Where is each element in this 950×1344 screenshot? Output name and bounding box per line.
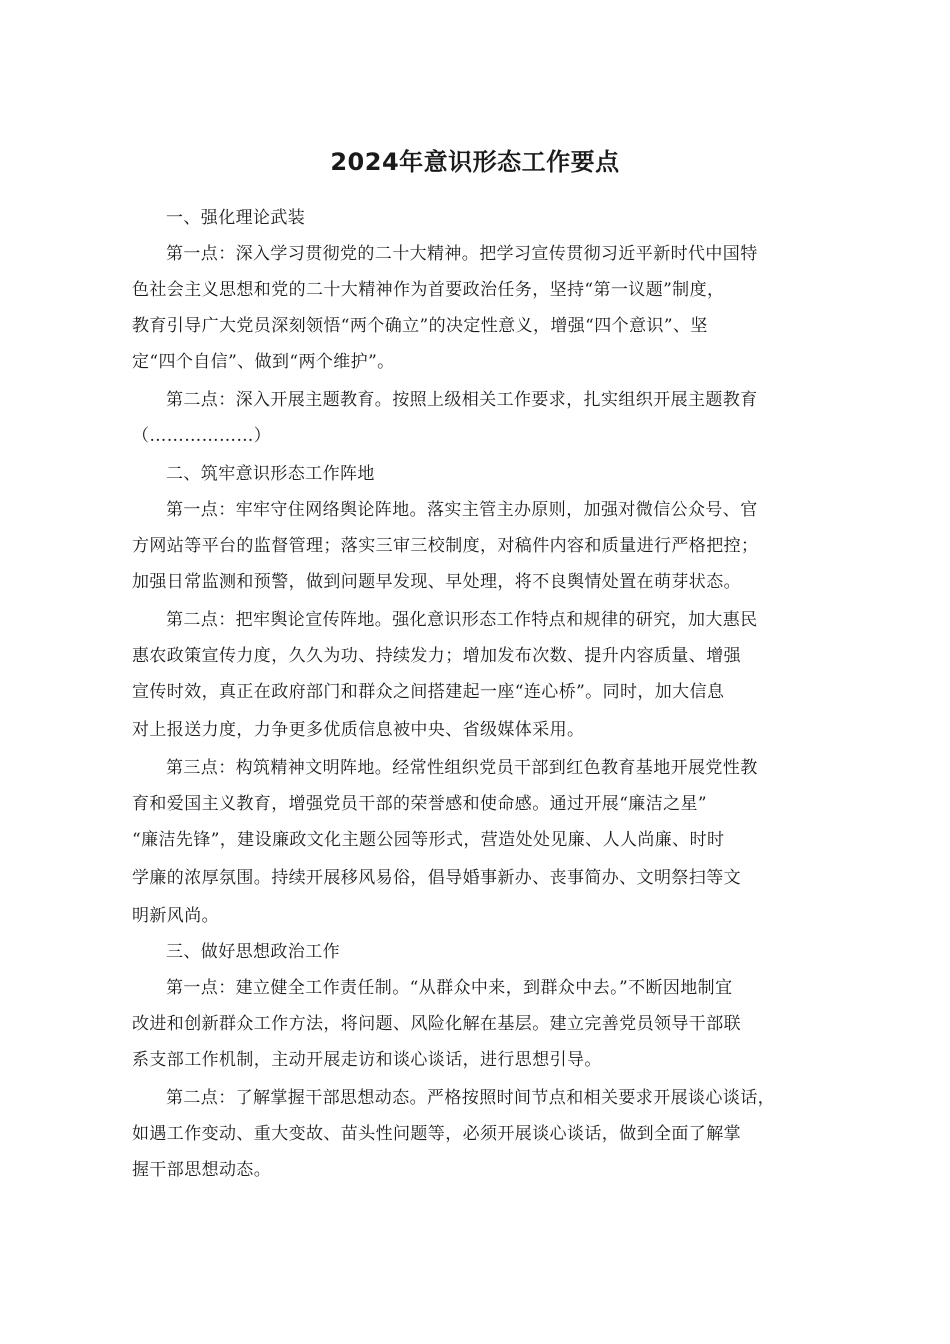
paragraph-line: 明新风尚。 — [132, 906, 219, 926]
paragraph-line: 教育引导广大党员深刻领悟“两个确立”的决定性意义，增强“四个意识”、坚 — [132, 316, 708, 336]
paragraph-line: 色社会主义思想和党的二十大精神作为首要政治任务，坚持“第一议题”制度， — [132, 280, 725, 300]
paragraph-line: 握干部思想动态。 — [132, 1160, 272, 1180]
paragraph-line: 第一点：深入学习贯彻党的二十大精神。把学习宣传贯彻习近平新时代中国特 — [166, 244, 758, 264]
paragraph-line: 系支部工作机制，主动开展走访和谈心谈话，进行思想引导。 — [132, 1050, 602, 1070]
paragraph-line: 育和爱国主义教育，增强党员干部的荣誉感和使命感。通过开展“廉洁之星” — [132, 794, 707, 814]
paragraph-line: 如遇工作变动、重大变故、苗头性问题等，必须开展谈心谈话，做到全面了解掌 — [132, 1124, 741, 1144]
paragraph-line: 定“四个自信”、做到“两个维护”。 — [132, 352, 395, 372]
section-heading: 二、筑牢意识形态工作阵地 — [166, 464, 375, 484]
paragraph-line: 第二点：了解掌握干部思想动态。严格按照时间节点和相关要求开展谈心谈话， — [166, 1088, 775, 1108]
paragraph-line: 对上报送力度，力争更多优质信息被中央、省级媒体采用。 — [132, 720, 585, 740]
paragraph-line: 第一点：牢牢守住网络舆论阵地。落实主管主办原则，加强对微信公众号、官 — [166, 500, 758, 520]
paragraph-line: （………………） — [132, 426, 272, 446]
paragraph-line: 加强日常监测和预警，做到问题早发现、早处理，将不良舆情处置在萌芽状态。 — [132, 572, 741, 592]
document-title: 2024年意识形态工作要点 — [330, 148, 620, 176]
paragraph-line: 改进和创新群众工作方法，将问题、风险化解在基层。建立完善党员领导干部联 — [132, 1014, 741, 1034]
section-heading: 一、强化理论武装 — [166, 208, 306, 228]
paragraph-line: “廉洁先锋”，建设廉政文化主题公园等形式，营造处处见廉、人人尚廉、时时 — [132, 830, 725, 850]
paragraph-line: 宣传时效，真正在政府部门和群众之间搭建起一座“连心桥”。同时，加大信息 — [132, 682, 725, 702]
section-heading: 三、做好思想政治工作 — [166, 942, 340, 962]
paragraph-line: 第二点：深入开展主题教育。按照上级相关工作要求，扎实组织开展主题教育 — [166, 390, 758, 410]
paragraph-line: 第一点：建立健全工作责任制。“从群众中来，到群众中去。”不断因地制宜 — [166, 978, 733, 998]
paragraph-line: 第三点：构筑精神文明阵地。经常性组织党员干部到红色教育基地开展党性教 — [166, 758, 758, 778]
paragraph-line: 方网站等平台的监督管理；落实三审三校制度，对稿件内容和质量进行严格把控； — [132, 536, 759, 556]
paragraph-line: 第二点：把牢舆论宣传阵地。强化意识形态工作特点和规律的研究，加大惠民 — [166, 610, 758, 630]
paragraph-line: 惠农政策宣传力度，久久为功、持续发力；增加发布次数、提升内容质量、增强 — [132, 646, 741, 666]
paragraph-line: 学廉的浓厚氛围。持续开展移风易俗，倡导婚事新办、丧事简办、文明祭扫等文 — [132, 868, 741, 888]
